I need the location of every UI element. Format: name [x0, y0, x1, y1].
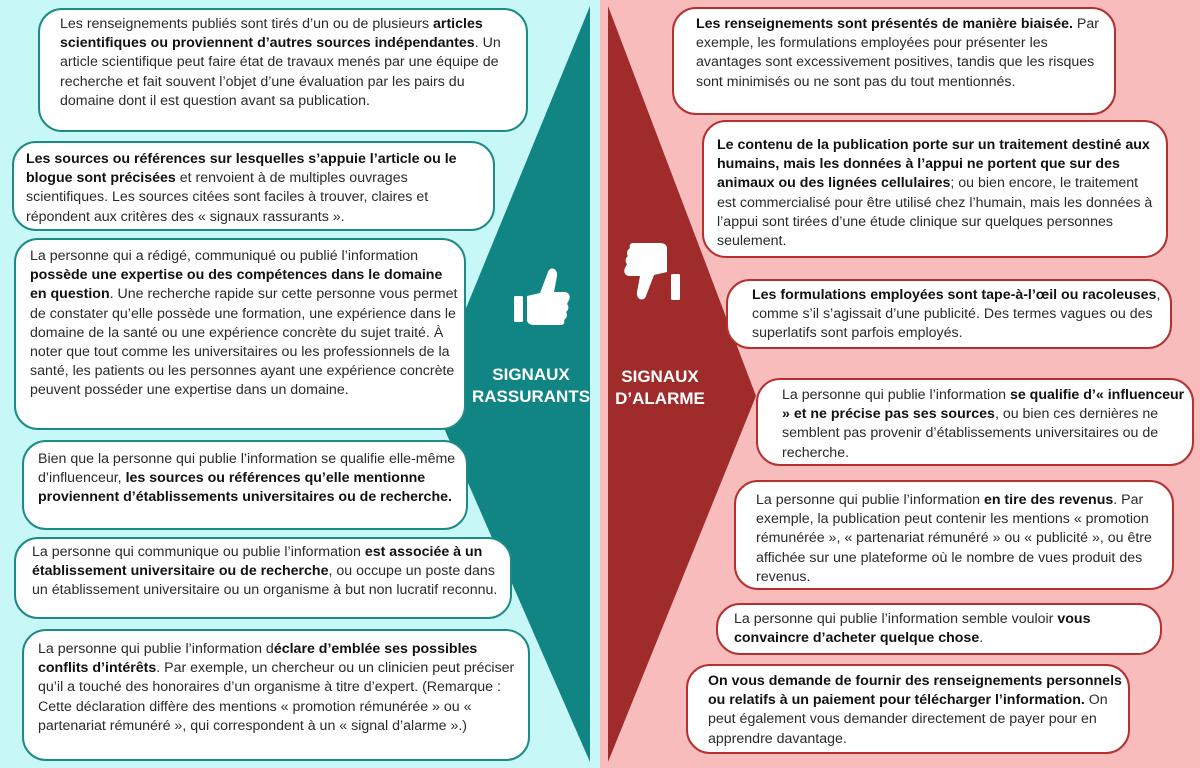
- reassuring-box-5: La personne qui communique ou publie l’information est associée à un établissement universitaire ou de recherche, ou occupe un poste dans un établissement universitaire ou un organisme à but non lucratif reconnu.: [14, 537, 512, 619]
- alarm-box-4: La personne qui publie l’information se qualifie d’« influenceur » et ne précise pas ses sources, ou bien ces dernières ne semblent pas provenir d’établissements universitaires ou de recherche.: [756, 378, 1194, 466]
- alarm-box-3: Les formulations employées sont tape-à-l’œil ou racoleuses, comme s’il s’agissait d’une publicité. Des termes vagues ou des superlatifs sont parfois employés.: [726, 279, 1172, 349]
- alarm-box-6: La personne qui publie l’information semble vouloir vous convaincre d’acheter quelque chose.: [716, 603, 1162, 655]
- reassuring-box-3: La personne qui a rédigé, communiqué ou publié l’information possède une expertise ou des compétences dans le domaine en question. Une recherche rapide sur cette personne vous permet de constater qu’elle possède une formation, une expérience dans le domaine de la santé ou une expérience concrète du sujet traité. À noter que tout comme les universitaires ou les professionnels de la santé, les patients ou les personnes ayant une expérience concrète peuvent posséder une expertise dans un domaine.: [14, 238, 466, 430]
- reassuring-box-6: La personne qui publie l’information déclare d’emblée ses possibles conflits d’intérêts. Par exemple, un chercheur ou un clinicien peut préciser qu’il a touché des honoraires d’un organisme à titre d’expert. (Remarque : Cette déclaration diffère des mentions « promotion rémunérée » ou « partenariat rémunéré », qui correspondent à un « signal d’alarme ».): [22, 629, 530, 761]
- reassuring-box-2: Les sources ou références sur lesquelles s’appuie l’article ou le blogue sont précisées et renvoient à de multiples ouvrages scientifiques. Les sources citées sont faciles à trouver, claires et répondent aux critères des « signaux rassurants ».: [12, 141, 495, 231]
- reassuring-label: SIGNAUX RASSURANTS: [472, 365, 591, 406]
- alarm-label: SIGNAUX D’ALARME: [615, 367, 705, 408]
- alarm-box-2: Le contenu de la publication porte sur un traitement destiné aux humains, mais les données à l’appui ne portent que sur des animaux ou des lignées cellulaires; ou bien encore, le traitement est commercialisé pour être utilisé chez l’humain, mais les données à l’appui sont tirées d’une étude clinique sur quelques personnes seulement.: [702, 120, 1168, 258]
- alarm-box-1: Les renseignements sont présentés de manière biaisée. Par exemple, les formulations employées pour présenter les avantages sont excessivement positives, tandis que les risques sont minimisés ou ne sont pas du tout mentionnés.: [672, 7, 1116, 115]
- alarm-box-5: La personne qui publie l’information en tire des revenus. Par exemple, la publication peut contenir les mentions « promotion rémunérée », « partenariat rémunéré » ou « publicité », ou être affichée sur une plateforme où le nombre de vues produit des revenus.: [734, 480, 1174, 590]
- reassuring-box-4: Bien que la personne qui publie l’information se qualifie elle-même d’influenceur, les sources ou références qu’elle mentionne proviennent d’établissements universitaires ou de recherche.: [22, 440, 468, 530]
- alarm-box-7: On vous demande de fournir des renseignements personnels ou relatifs à un paiement pour télécharger l’information. On peut également vous demander directement de payer pour en apprendre davantage.: [686, 664, 1130, 754]
- reassuring-box-1: Les renseignements publiés sont tirés d’un ou de plusieurs articles scientifiques ou proviennent d’autres sources indépendantes. Un article scientifique peut faire état de travaux menés par une équipe de recherche et fait souvent l’objet d’une évaluation par les pairs du domaine dont il est question avant sa publication.: [38, 8, 528, 132]
